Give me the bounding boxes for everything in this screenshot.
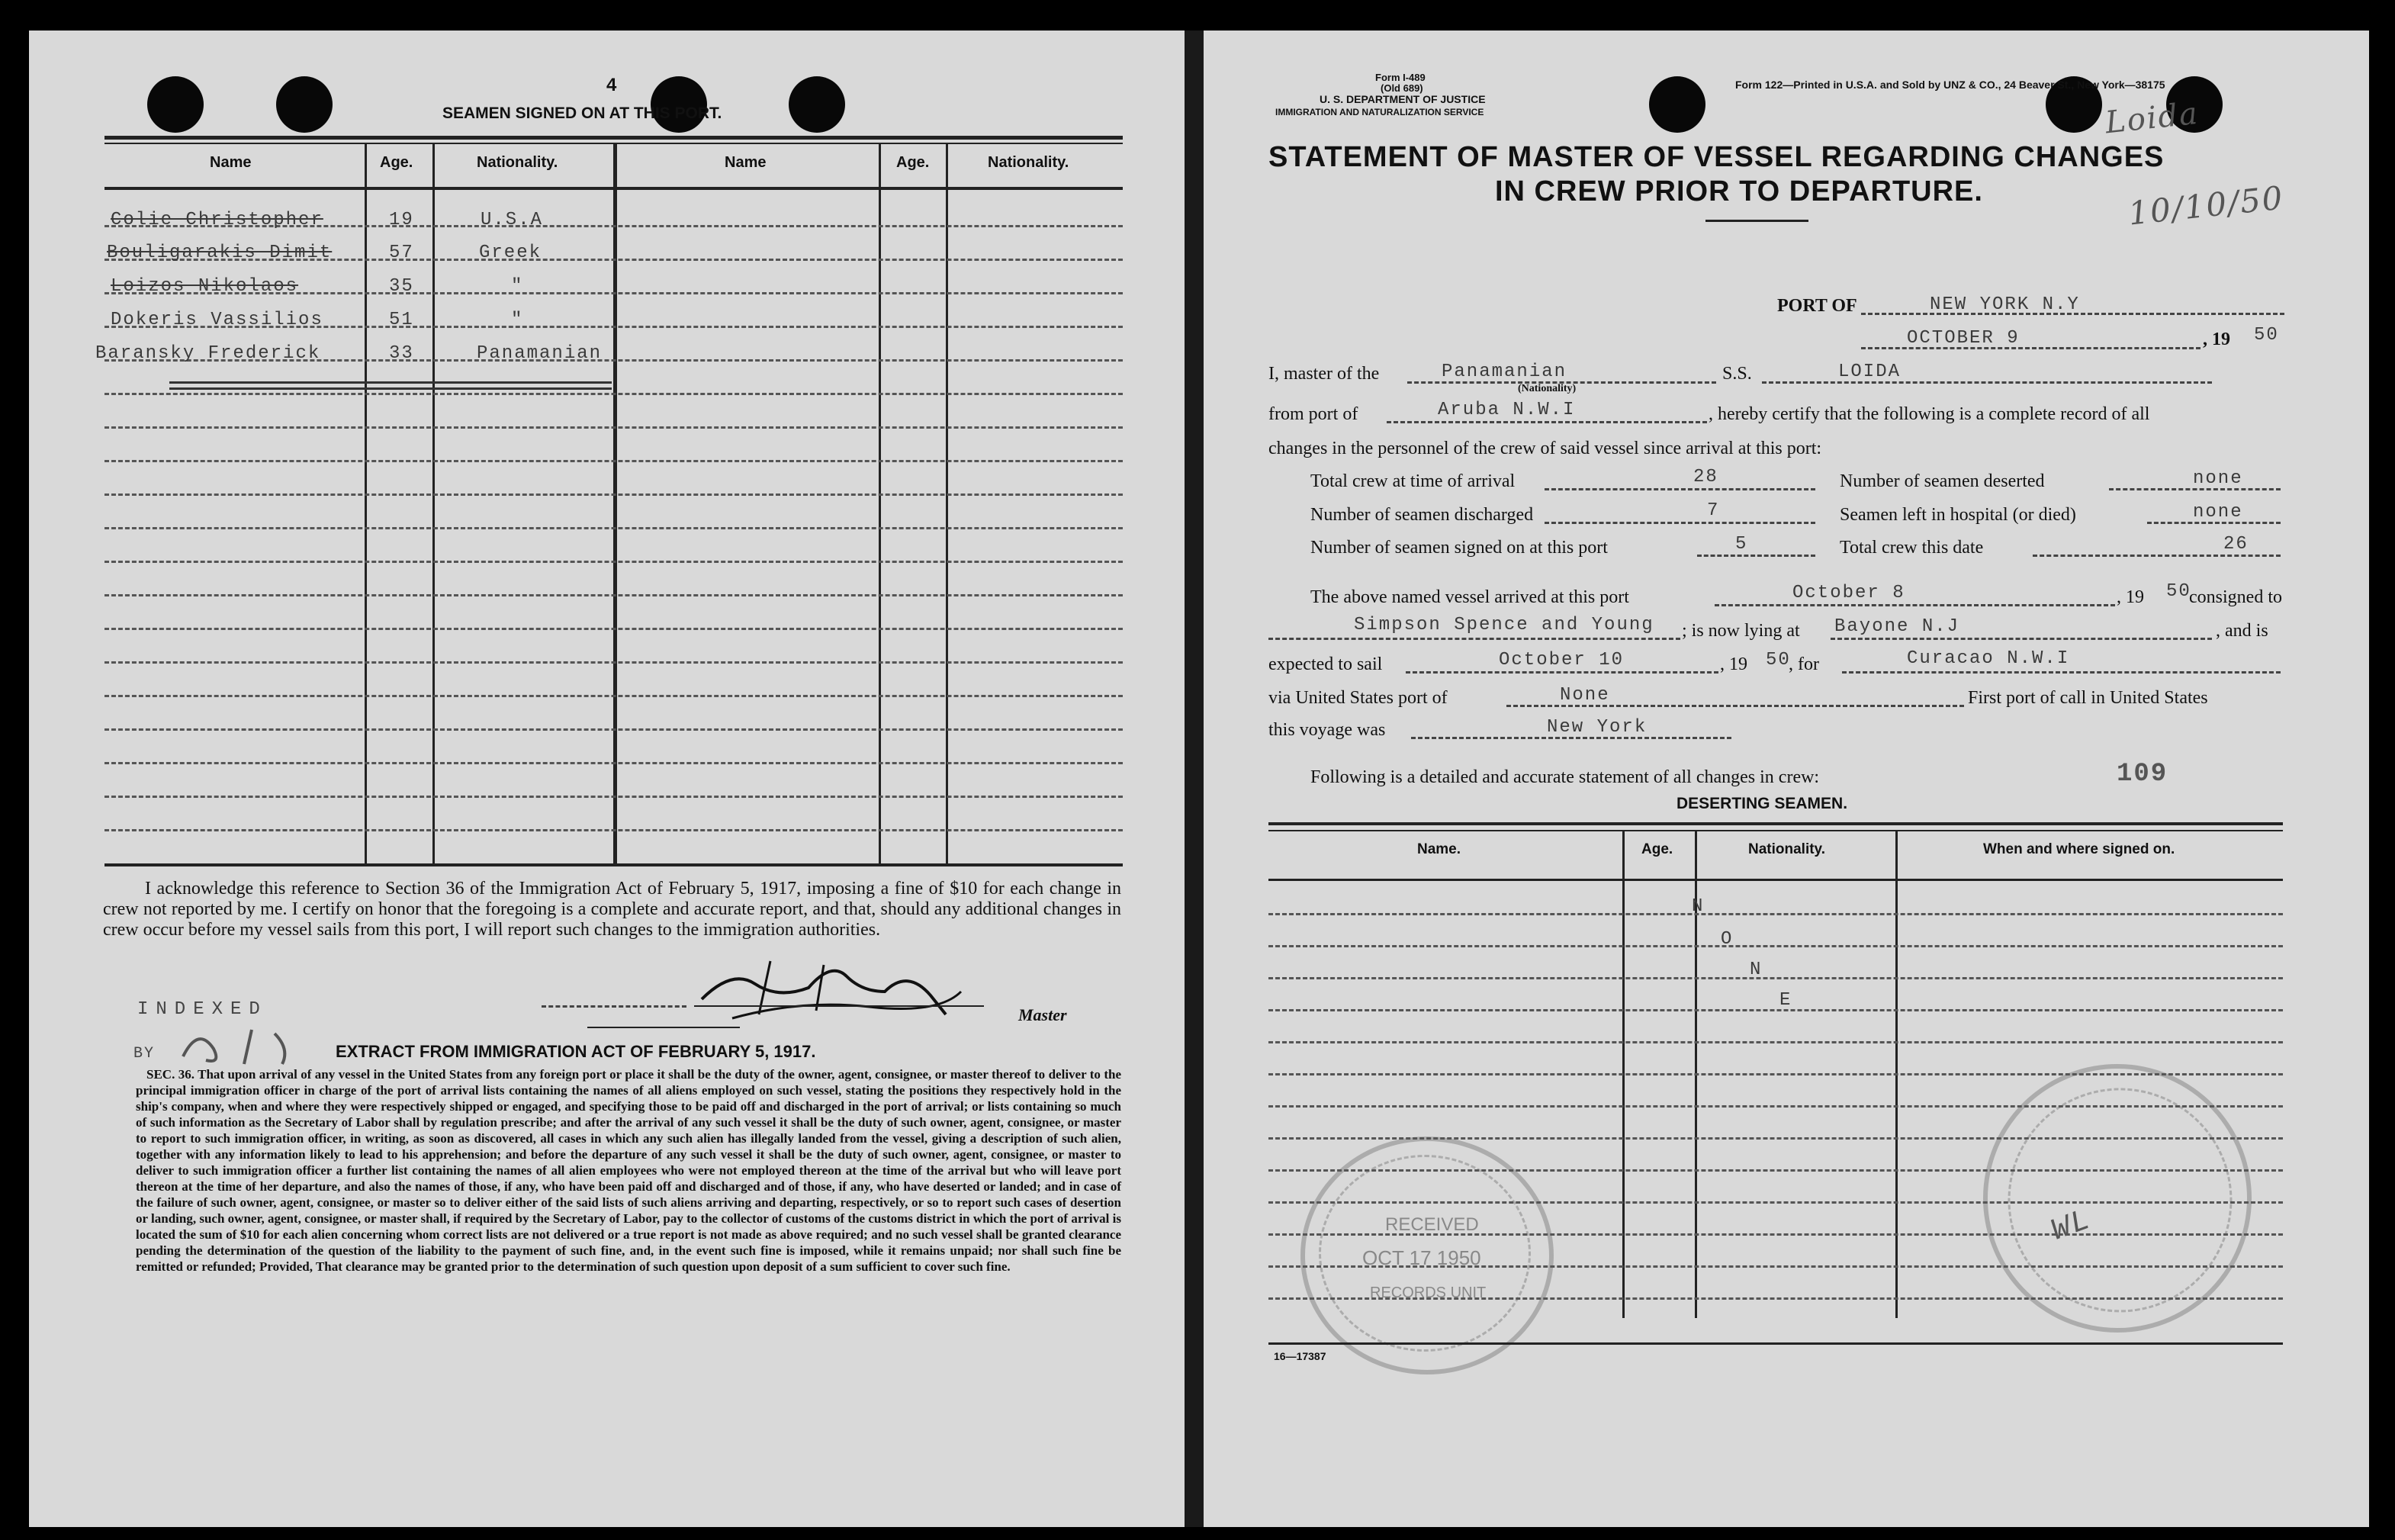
punch-hole — [789, 76, 845, 133]
form-number: Form I-489 — [1375, 72, 1426, 83]
year-value: 50 — [2254, 325, 2279, 346]
sail-label: expected to sail — [1268, 654, 1383, 674]
stamp-records: RECORDS UNIT — [1370, 1284, 1487, 1301]
acknowledgement-text: I acknowledge this reference to Section 36 of the Immigration Act of February 5, 1917, imposing a fine of $10 for each change in crew not reported by me. I certify on honor that the foregoing is a complete and accurate report, and that, should any additional changes in crew occur before my vessel sails from this port, I will report such changes to the immigration authorities. — [103, 879, 1121, 940]
deserting-title: DESERTING SEAMEN. — [1676, 795, 1848, 812]
col-header-age: Age. — [380, 154, 413, 171]
crew-nationality: Greek — [479, 243, 542, 263]
crew-nationality: Panamanian — [477, 343, 603, 364]
row-line — [104, 796, 1123, 798]
crew-age: 57 — [389, 243, 414, 263]
stat-label: Total crew at time of arrival — [1310, 471, 1516, 491]
voyage-label: this voyage was — [1268, 720, 1386, 740]
sail-year: 50 — [1766, 650, 1791, 670]
row-line — [104, 628, 1123, 630]
sail-year-prefix: , 19 — [1720, 654, 1747, 674]
arrived-year-prefix: , 19 — [2117, 587, 2144, 607]
crew-nationality: " — [511, 310, 524, 330]
for-label: , for — [1789, 654, 1819, 674]
desert-row-line — [1268, 945, 2283, 947]
handwritten-date: 10/10/50 — [2126, 178, 2286, 233]
indexed-by: BY — [133, 1045, 156, 1063]
crew-name: Baransky Frederick — [95, 343, 321, 364]
stat-label: Number of seamen deserted — [1840, 471, 2045, 491]
page-gutter — [1185, 31, 1204, 1527]
stat-value: none — [2193, 468, 2243, 489]
form-title-line1: STATEMENT OF MASTER OF VESSEL REGARDING CHANGES — [1268, 141, 2165, 173]
desert-table-top — [1268, 822, 2283, 825]
stamp-received: RECEIVED — [1385, 1214, 1479, 1235]
stat-label: Seamen left in hospital (or died) — [1840, 505, 2076, 525]
master-of-label: I, master of the — [1268, 364, 1380, 384]
crew-age: 19 — [389, 210, 414, 230]
port-value: NEW YORK N.Y — [1930, 294, 2080, 315]
consignee: Simpson Spence and Young — [1354, 615, 1654, 635]
extract-title: EXTRACT FROM IMMIGRATION ACT OF FEBRUARY 5, 1917. — [336, 1042, 816, 1061]
indexed-initials — [168, 1018, 320, 1072]
stamp-date: OCT 17 1950 — [1362, 1246, 1481, 1269]
port-label: PORT OF — [1777, 296, 1857, 316]
none-letter: E — [1779, 990, 1792, 1011]
crew-age: 35 — [389, 276, 414, 297]
sail-date: October 10 — [1499, 650, 1625, 670]
col-header-name: Name — [210, 154, 252, 171]
lying-label: ; is now lying at — [1682, 621, 1800, 641]
row-line — [104, 561, 1123, 563]
desert-row-line — [1268, 1009, 2283, 1011]
col-header-nationality: Nationality. — [477, 154, 558, 171]
certify-text: , hereby certify that the following is a complete record of all — [1709, 404, 2150, 424]
arrived-label: The above named vessel arrived at this port — [1310, 587, 1629, 607]
stat-value: 5 — [1735, 534, 1748, 555]
and-is: , and is — [2216, 621, 2268, 641]
table-top-rule — [104, 136, 1123, 140]
punch-hole — [276, 76, 333, 133]
desert-row-line — [1268, 1041, 2283, 1043]
desert-table-header-rule — [1268, 879, 2283, 881]
row-line — [104, 829, 1123, 831]
footer-rule — [1268, 1342, 2283, 1345]
handwritten-vessel: Loida — [2103, 95, 2201, 141]
stat-value: 26 — [2223, 534, 2249, 555]
stat-value: none — [2193, 502, 2243, 522]
stamp-initials: WL — [2046, 1203, 2097, 1249]
none-letter: N — [1692, 896, 1705, 917]
first-port-label: First port of call in United States — [1968, 688, 2208, 708]
master-signature-line — [542, 1005, 686, 1008]
arrived-date: October 8 — [1792, 583, 1905, 603]
desert-col-signed-on: When and where signed on. — [1983, 841, 2175, 857]
page-number: 4 — [606, 75, 617, 95]
nationality-value: Panamanian — [1442, 362, 1567, 382]
voyage-value: New York — [1547, 717, 1648, 738]
via-label: via United States port of — [1268, 688, 1448, 708]
extract-text: SEC. 36. That upon arrival of any vessel in the United States from any foreign port or place it shall be the duty of the owner, agent, consignee, or master thereof to deliver to the principal immigration officer in charge of the port of arrival lists containing the names of all aliens employed on such vessel, stating the positions they respectively hold in the ship's company, when and where they were respectively shipped or engaged, and specifying those to be paid off and discharged in the port of arrival; or lists containing so much of such information as the Secretary of Labor shall by regulation prescribe; and after the arrival of any such vessel it shall be the duty of such owner, agent, consignee, or master to report to such immigration officer, in writing, as soon as discovered, all cases in which any such alien has illegally landed from the vessel, giving a description of such alien, together with any information likely to lead to his apprehension; and before the departure of any such vessel it shall be the duty of such owner, agent, consignee, or master to deliver to such immigration officer a further list containing the names of all alien employees who were not employed thereon at the time of the arrival but who will leave port thereon at the time of her departure, and also the names of those, if any, who have been paid off and discharged and of those, if any, who have deserted or landed; and in case of the failure of such owner, agent, consignee, or master so to deliver either of the said lists of such aliens arriving and departing, respectively, or so to report such cases of desertion or landing, such owner, agent, consignee, or master shall, if required by the Secretary of Labor, pay to the collector of customs of the customs district in which the port of arrival is located the sum of $10 for each alien concerning whom correct lists are not delivered or a true report is not made as above required; and no such vessel shall be granted clearance pending the determination of the question of the liability to the payment of such fine, and, in the event such fine is imposed, while it remains unpaid; nor shall such fine be remitted or refunded; Provided, That clearance may be granted prior to the determination of such question upon deposit of a sum sufficient to cover such fine. — [136, 1067, 1121, 1274]
crew-age: 51 — [389, 310, 414, 330]
desert-col-age: Age. — [1641, 841, 1673, 857]
vessel-value: LOIDA — [1838, 362, 1902, 382]
crew-age: 33 — [389, 343, 414, 364]
consigned-label: consigned to — [2189, 587, 2282, 607]
stat-label: Number of seamen discharged — [1310, 505, 1534, 525]
service: IMMIGRATION AND NATURALIZATION SERVICE — [1275, 107, 1484, 117]
following-text: Following is a detailed and accurate statement of all changes in crew: — [1310, 767, 1820, 787]
indexed-stamp: INDEXED — [137, 999, 268, 1020]
master-signature — [686, 946, 976, 1037]
section-title: SEAMEN SIGNED ON AT THIS PORT. — [442, 104, 722, 122]
punch-hole — [147, 76, 204, 133]
table-bottom-rule — [104, 863, 1123, 866]
stat-value: 7 — [1707, 500, 1720, 521]
none-letter: O — [1721, 929, 1734, 950]
row-line — [104, 426, 1123, 429]
department: U. S. DEPARTMENT OF JUSTICE — [1320, 93, 1486, 105]
desert-col-nationality: Nationality. — [1748, 841, 1825, 857]
form-title-line2: IN CREW PRIOR TO DEPARTURE. — [1495, 175, 1983, 207]
crew-name: Loizos Nikolaos — [111, 276, 299, 297]
row-line — [104, 494, 1123, 496]
row-line — [104, 527, 1123, 529]
crew-nationality: " — [511, 276, 524, 297]
none-letter: N — [1750, 960, 1763, 980]
nationality-caption: (Nationality) — [1518, 383, 1577, 394]
row-line — [104, 661, 1123, 664]
row-line — [104, 460, 1123, 462]
row-line — [104, 728, 1123, 731]
stat-value: 28 — [1693, 467, 1718, 487]
crew-name: Colie Christopher — [111, 210, 323, 230]
row-line — [104, 594, 1123, 596]
col-header-nationality-2: Nationality. — [988, 154, 1069, 171]
crew-nationality: U.S.A — [481, 210, 544, 230]
stat-label: Total crew this date — [1840, 538, 1984, 558]
desert-col-name: Name. — [1417, 841, 1461, 857]
lying-value: Bayone N.J — [1834, 616, 1960, 637]
title-underline — [1705, 220, 1808, 222]
stat-label: Number of seamen signed on at this port — [1310, 538, 1608, 558]
punch-hole — [1649, 76, 1705, 133]
form-old: (Old 689) — [1381, 82, 1423, 94]
from-port-value: Aruba N.W.I — [1438, 400, 1576, 420]
printer-note: Form 122—Printed in U.S.A. and Sold by UNZ & CO., 24 Beaver St., New York—38175 — [1735, 79, 2165, 91]
row-line — [104, 762, 1123, 764]
crew-name: Dokeris Vassilios — [111, 310, 323, 330]
row-line — [104, 393, 1123, 395]
col-header-name-2: Name — [725, 154, 767, 171]
from-port-label: from port of — [1268, 404, 1358, 424]
via-value: None — [1560, 685, 1610, 706]
desert-row-line — [1268, 977, 2283, 979]
year-prefix: , 19 — [2203, 330, 2230, 349]
crew-end-underline — [169, 381, 612, 384]
footer-code: 16—17387 — [1274, 1350, 1326, 1362]
for-value: Curacao N.W.I — [1907, 648, 2070, 669]
master-label: Master — [1018, 1005, 1067, 1024]
ss-label: S.S. — [1722, 364, 1752, 384]
changes-text: changes in the personnel of the crew of said vessel since arrival at this port: — [1268, 439, 1822, 458]
desert-row-line — [1268, 913, 2283, 915]
crew-name: Bouligarakis Dimit — [107, 243, 333, 263]
date-value: OCTOBER 9 — [1907, 328, 2020, 349]
received-stamp — [1300, 1137, 1554, 1374]
stamp-number: 109 — [2117, 760, 2168, 789]
col-header-age-2: Age. — [896, 154, 930, 171]
row-line — [104, 695, 1123, 697]
arrived-year: 50 — [2166, 581, 2191, 602]
